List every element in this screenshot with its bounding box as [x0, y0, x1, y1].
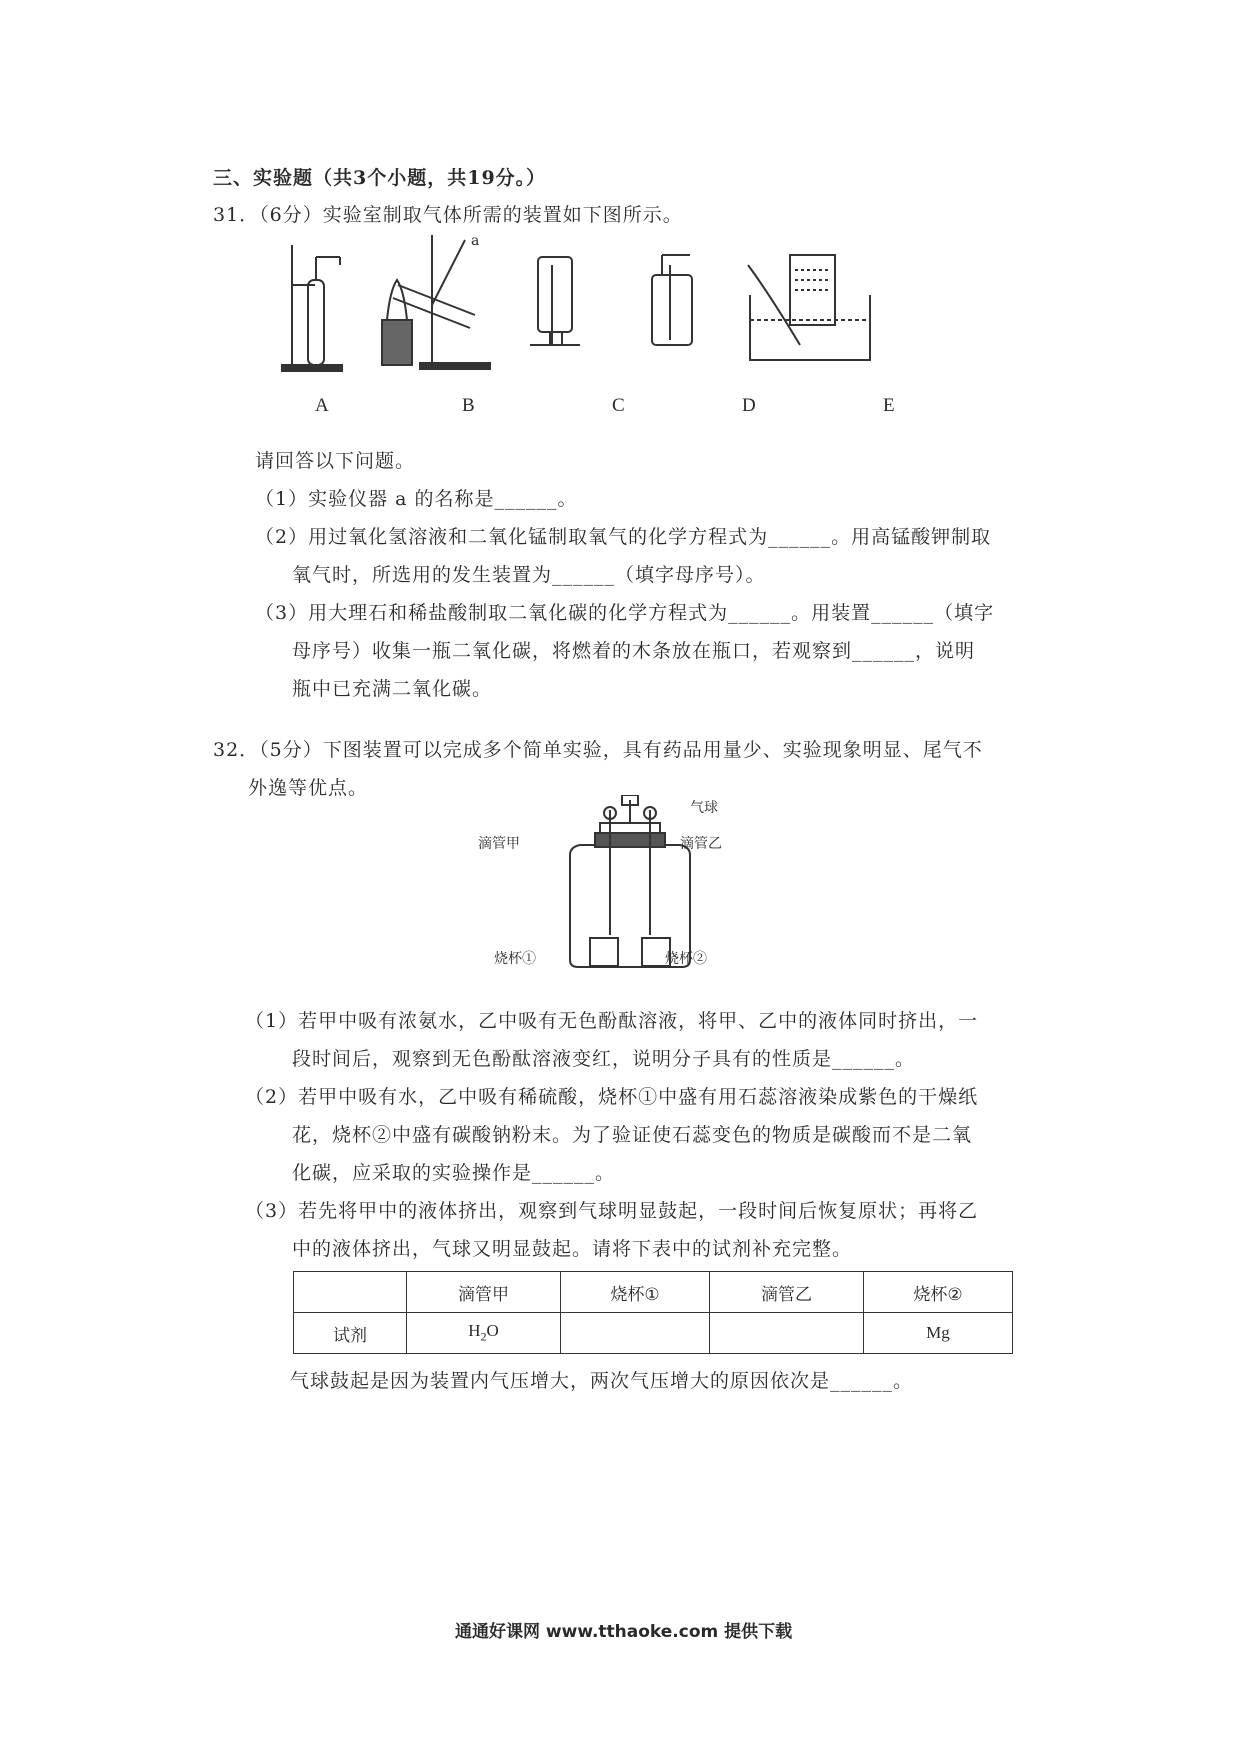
q31-prompt: 请回答以下问题。 — [255, 450, 416, 472]
q31-part-1: （1）实验仪器 a 的名称是______。 — [255, 488, 578, 510]
footer-download-note: 通通好课网 www.tthaoke.com 提供下载 — [455, 1622, 793, 1642]
figure-label-d: D — [742, 395, 756, 416]
apparatus-c — [530, 257, 580, 345]
label-dropper-a: 滴管甲 — [478, 836, 520, 852]
table-cell-h2o — [407, 1313, 561, 1354]
apparatus-e — [748, 255, 870, 360]
figure-label-e: E — [883, 395, 895, 416]
q31-part-2-line2: 氧气时，所选用的发生装置为______（填字母序号）。 — [292, 564, 766, 586]
q32-stem-line2: 外逸等优点。 — [248, 777, 369, 799]
q32-part-1-line1: （1）若甲中吸有浓氨水，乙中吸有无色酚酞溶液，将甲、乙中的液体同时挤出，一 — [245, 1010, 979, 1032]
q31-apparatus-figure — [270, 235, 970, 375]
label-balloon: 气球 — [690, 800, 718, 816]
q32-last-line: 气球鼓起是因为装置内气压增大，两次气压增大的原因依次是______。 — [290, 1370, 914, 1392]
label-beaker-2: 烧杯② — [665, 951, 707, 967]
table-row — [294, 1313, 1013, 1354]
q32-apparatus-figure — [530, 795, 760, 975]
q31-part-3-line2: 母序号）收集一瓶二氧化碳，将燃着的木条放在瓶口，若观察到______，说明 — [292, 640, 976, 662]
table-header-cell: 烧杯① — [560, 1272, 709, 1313]
table-header-cell: 滴管乙 — [709, 1272, 863, 1313]
figure-label-c: C — [612, 395, 625, 416]
q32-stem-line1: 32．（5分）下图装置可以完成多个简单实验，具有药品用量少、实验现象明显、尾气不 — [213, 739, 983, 761]
h2o-main: H — [468, 1321, 481, 1341]
h2o-tail: O — [486, 1321, 499, 1341]
q32-part-2-line1: （2）若甲中吸有水，乙中吸有稀硫酸，烧杯①中盛有用石蕊溶液染成紫色的干燥纸 — [245, 1086, 979, 1108]
table-cell-mg: Mg — [863, 1313, 1012, 1354]
q31-part-2-line1: （2）用过氧化氢溶液和二氧化锰制取氧气的化学方程式为______。用高锰酸钾制取 — [255, 526, 992, 548]
label-beaker-1: 烧杯① — [494, 951, 536, 967]
table-cell-empty — [560, 1313, 709, 1354]
apparatus-d — [652, 255, 692, 345]
q32-part-3-line2: 中的液体挤出，气球又明显鼓起。请将下表中的试剂补充完整。 — [292, 1238, 853, 1260]
q32-part-3-line1: （3）若先将甲中的液体挤出，观察到气球明显鼓起，一段时间后恢复原状；再将乙 — [245, 1200, 979, 1222]
apparatus-a — [282, 245, 342, 371]
table-header-row — [294, 1272, 1013, 1313]
table-row-label: 试剂 — [294, 1313, 407, 1354]
section-title: 三、实验题（共3个小题，共19分。） — [213, 167, 547, 189]
label-dropper-b: 滴管乙 — [680, 836, 722, 852]
table-header-cell: 滴管甲 — [407, 1272, 561, 1313]
h2o-sub: 2 — [480, 1329, 487, 1344]
q31-stem: 31．（6分）实验室制取气体所需的装置如下图所示。 — [213, 204, 683, 226]
q31-part-3-line1: （3）用大理石和稀盐酸制取二氧化碳的化学方程式为______。用装置______（填字 — [255, 602, 995, 624]
table-header-cell: 烧杯② — [863, 1272, 1012, 1313]
figure-label-b: B — [462, 395, 475, 416]
figure-label-a: A — [315, 395, 329, 416]
q32-part-1-line2: 段时间后，观察到无色酚酞溶液变红，说明分子具有的性质是______。 — [292, 1048, 916, 1070]
q32-part-2-line2: 花，烧杯②中盛有碳酸钠粉末。为了验证使石蕊变色的物质是碳酸而不是二氧 — [292, 1124, 973, 1146]
marker-a: a — [471, 233, 480, 249]
q31-part-3-line3: 瓶中已充满二氧化碳。 — [292, 678, 493, 700]
reagent-table — [293, 1271, 1013, 1354]
table-header-cell — [294, 1272, 407, 1313]
q32-part-2-line3: 化碳，应采取的实验操作是______。 — [292, 1162, 616, 1184]
apparatus-b — [382, 235, 490, 369]
table-cell-empty — [709, 1313, 863, 1354]
